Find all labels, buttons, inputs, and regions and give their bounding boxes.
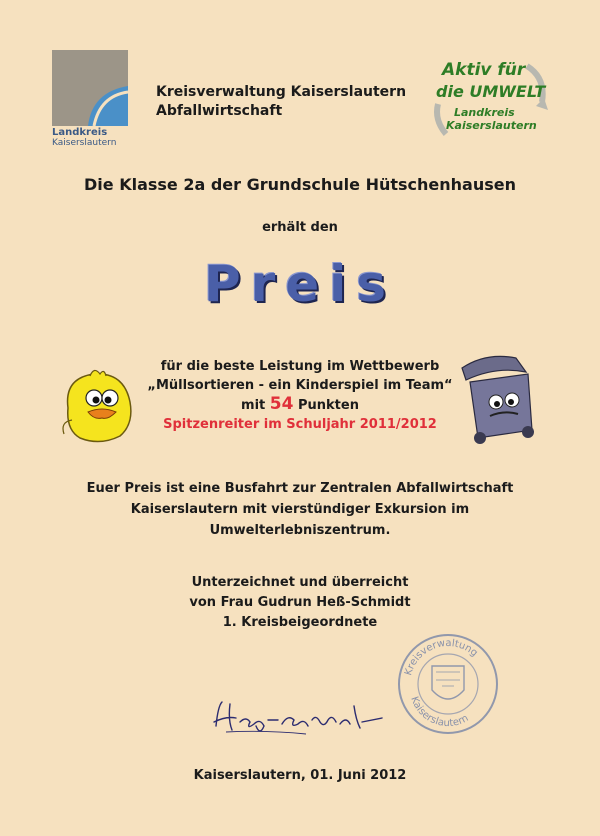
prize-block [0,478,600,541]
coat-of-arms-icon [432,666,464,699]
recipient: Die Klasse 2a der Grundschule Hütschenhausen [84,175,516,194]
landkreis-logo [52,50,128,146]
award-title: Preis [203,255,397,313]
leader-line: Spitzenreiter im Schuljahr 2011/2012 [163,417,437,432]
points-suffix: Punkten [297,398,359,413]
receives-text: erhält den [262,220,338,235]
logo-blue-curve-icon [88,86,128,126]
place-and-date: Kaiserslautern, 01. Juni 2012 [193,768,407,783]
reason-line-2: „Müllsortieren - ein Kinderspiel im Team“ [147,378,453,393]
official-stamp [396,632,500,736]
stamp-top-text: Kreisverwaltung [403,637,480,677]
aktiv-umwelt-logo [432,58,548,140]
logo-text-kaiserslautern: Kaiserslautern [52,138,117,148]
prize-line-2: Kaiserslautern mit vierstündiger Exkursion im [130,502,470,517]
reason-block [0,357,600,434]
signing-line-2: von Frau Gudrun Heß-Schmidt [189,595,411,610]
prize-line-1: Euer Preis ist eine Busfahrt zur Zentralen Abfallwirtschaft [86,481,514,496]
logo-text-landkreis: Landkreis [52,127,108,138]
issuer-line-1: Kreisverwaltung Kaiserslautern [156,84,407,100]
points-prefix: mit [241,398,266,413]
signing-block [0,573,600,633]
svg-text:Kreisverwaltung [403,638,480,677]
points-line [0,395,600,415]
signing-line-1: Unterzeichnet und überreicht [191,575,409,590]
signing-line-3: 1. Kreisbeigeordnete [222,615,378,630]
logo-text-umwelt: die UMWELT [436,82,546,101]
issuer-header [156,83,406,121]
logo-text-aktiv: Aktiv für [442,60,526,80]
reason-line-1: für die beste Leistung im Wettbewerb [160,359,440,374]
logo-text-kaiserslautern-2: Kaiserslautern [446,119,537,132]
prize-line-3: Umwelterlebniszentrum. [209,523,391,538]
issuer-line-2: Abfallwirtschaft [156,103,283,119]
logo-text-landkreis-2: Landkreis [454,106,515,119]
stamp-bottom-text: Kaiserslautern [408,695,471,730]
handwritten-signature [206,696,390,742]
points-value: 54 [269,394,294,414]
